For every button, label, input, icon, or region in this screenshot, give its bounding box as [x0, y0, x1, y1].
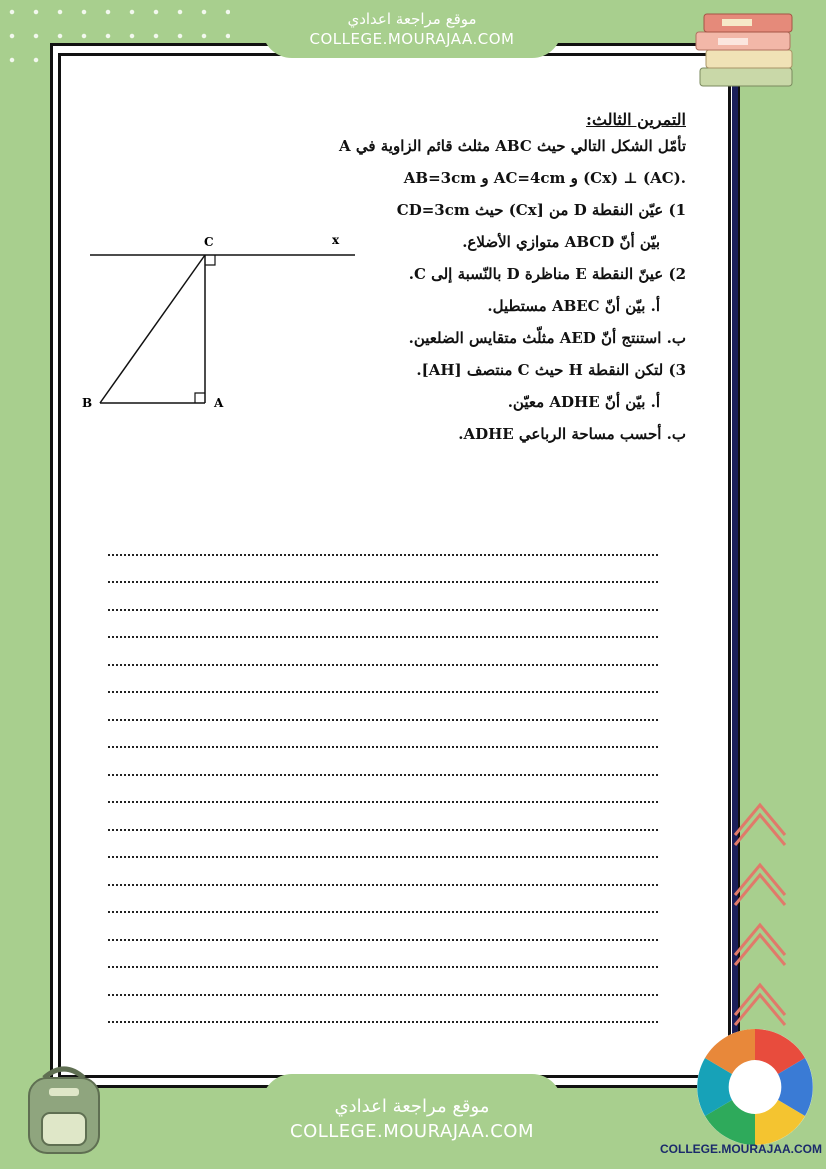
label-x: x: [332, 233, 340, 247]
right-angle-c: [205, 255, 215, 265]
answer-line: [108, 831, 658, 859]
answer-line: [108, 583, 658, 611]
label-c: C: [204, 235, 214, 249]
answer-line: [108, 721, 658, 749]
label-a: A: [214, 396, 224, 410]
answer-line: [108, 858, 658, 886]
answer-line: [108, 528, 658, 556]
exercise-line: AB=3cm و AC=4cm و (Cx) ⊥ (AC).: [403, 169, 686, 187]
right-angle-a: [195, 393, 205, 403]
footer-site-name: موقع مراجعة اعدادي: [334, 1096, 490, 1117]
exercise-line: تأمّل الشكل التالي حيث ABC مثلث قائم الزاوية في A: [338, 137, 686, 155]
answer-line: [108, 638, 658, 666]
exercise-line: أ. بيّن أنّ ABEC مستطيل.: [487, 297, 660, 315]
header-site-name: موقع مراجعة اعدادي: [347, 10, 477, 28]
footer-site-url[interactable]: COLLEGE.MOURAJAA.COM: [290, 1121, 534, 1142]
header-site-url[interactable]: COLLEGE.MOURAJAA.COM: [309, 30, 515, 48]
answer-line: [108, 968, 658, 996]
answer-line: [108, 556, 658, 584]
segment-bc: [100, 255, 205, 403]
answer-line: [108, 803, 658, 831]
brand-label[interactable]: COLLEGE.MOURAJAA.COM: [660, 1142, 822, 1156]
answer-line: [108, 776, 658, 804]
site-footer: [262, 1074, 562, 1169]
exercise-line: ب. استنتج أنّ AED مثلّث متقايس الضلعين.: [408, 329, 686, 347]
answer-line: [108, 748, 658, 776]
exercise-line: بيّن أنّ ABCD متوازي الأضلاع.: [462, 233, 660, 251]
exercise-line: ب. أحسب مساحة الرباعي ADHE.: [458, 425, 686, 443]
exercise-line: 1) عيّن النقطة D من [Cx) حيث CD=3cm: [396, 201, 686, 219]
education-wheel-icon: [690, 1022, 820, 1152]
answer-line: [108, 996, 658, 1024]
site-header: [262, 0, 562, 58]
answer-line: [108, 941, 658, 969]
books-stack-icon: [692, 6, 802, 94]
geometry-figure: [80, 225, 370, 425]
label-b: B: [82, 396, 93, 410]
answer-line: [108, 886, 658, 914]
exercise-title: التمرين الثالث:: [586, 110, 686, 129]
answer-line: [108, 693, 658, 721]
answer-line: [108, 913, 658, 941]
answer-line: [108, 666, 658, 694]
backpack-icon: [14, 1058, 114, 1158]
answer-line: [108, 611, 658, 639]
exercise-line: أ. بيّن أنّ ADHE معيّن.: [507, 393, 660, 411]
answer-lines: [108, 528, 658, 1023]
chevron-up-icon: [730, 790, 790, 1040]
exercise-line: 3) لتكن النقطة H حيث C منتصف [AH].: [416, 361, 686, 379]
exercise-line: 2) عينّ النقطة E مناظرة D بالنّسبة إلى C.: [408, 265, 686, 283]
